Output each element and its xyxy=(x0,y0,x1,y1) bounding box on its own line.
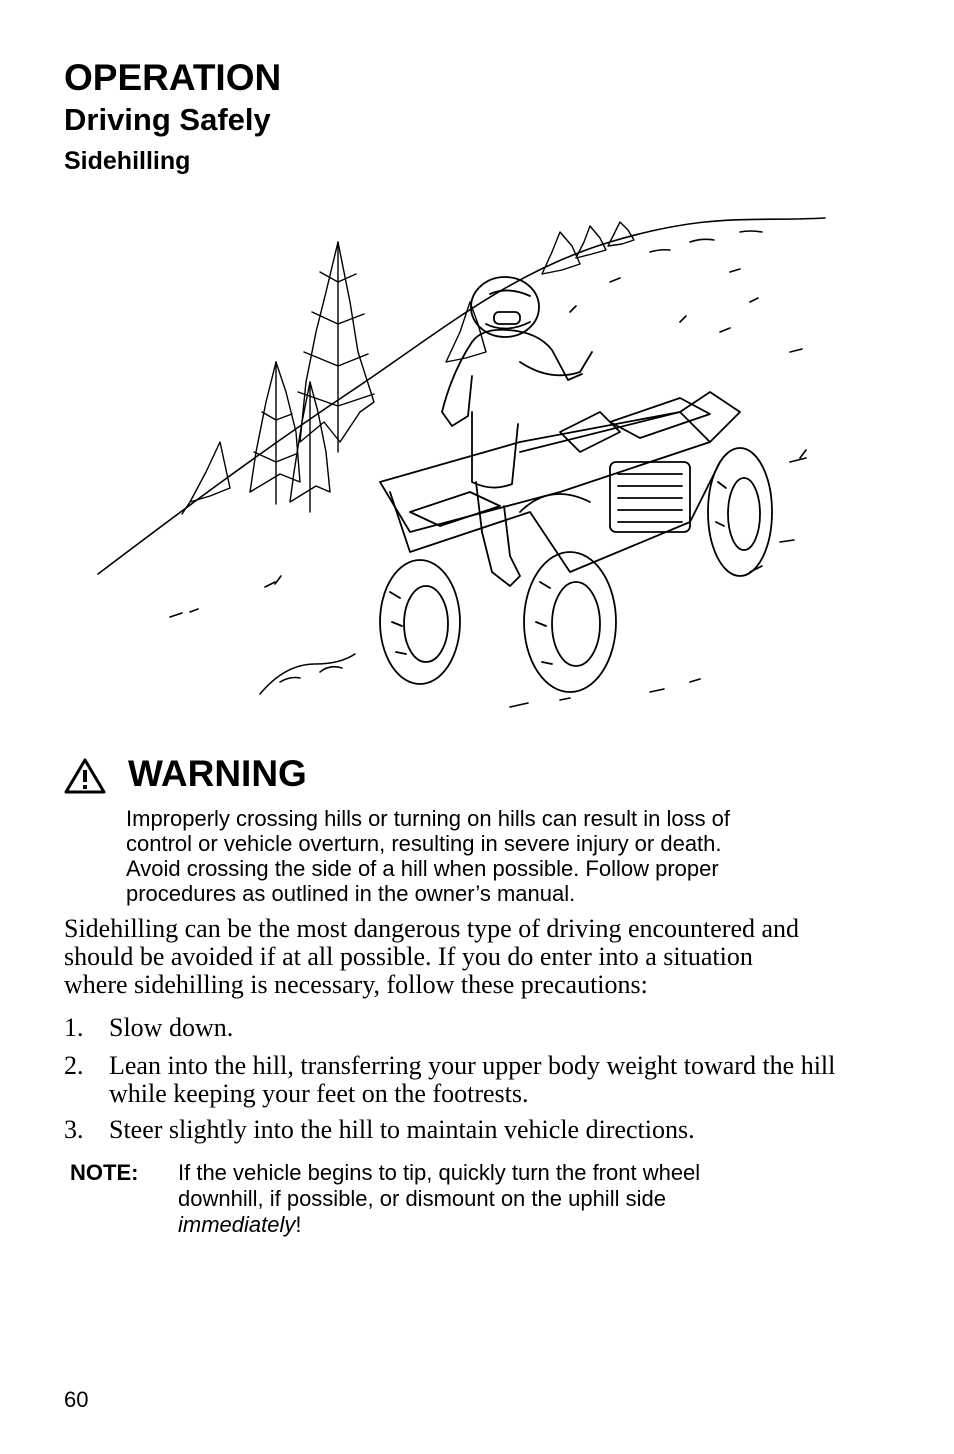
note-text xyxy=(178,1160,878,1238)
list-text: Slow down. xyxy=(109,1013,234,1042)
warning-triangle-icon xyxy=(64,758,106,794)
warning-text xyxy=(126,806,866,906)
note-line: If the vehicle begins to tip, quickly turn the front wheel xyxy=(178,1160,701,1185)
warning-line: procedures as outlined in the owner’s manual. xyxy=(126,881,576,906)
topic-title: Sidehilling xyxy=(64,147,191,175)
note-tail: ! xyxy=(295,1212,302,1237)
list-text: Steer slightly into the hill to maintain vehicle directions. xyxy=(109,1115,695,1144)
list-text: while keeping your feet on the footrests. xyxy=(109,1079,529,1108)
list-number: 3. xyxy=(64,1115,84,1144)
intro-paragraph xyxy=(64,915,894,999)
section-title: OPERATION xyxy=(64,57,282,98)
subsection-title: Driving Safely xyxy=(64,102,271,137)
list-number: 2. xyxy=(64,1051,84,1080)
warning-line: Improperly crossing hills or turning on hills can result in loss of xyxy=(126,806,731,831)
intro-line: Sidehilling can be the most dangerous type of driving encountered and xyxy=(64,914,800,943)
atv-sidehilling-illustration xyxy=(90,212,830,732)
warning-line: control or vehicle overturn, resulting in severe injury or death. xyxy=(126,831,722,856)
list-number: 1. xyxy=(64,1013,84,1042)
page-number: 60 xyxy=(64,1387,89,1412)
intro-line: should be avoided if at all possible. If you do enter into a situation xyxy=(64,942,753,971)
note-label: NOTE: xyxy=(70,1160,139,1185)
warning-line: Avoid crossing the side of a hill when possible. Follow proper xyxy=(126,856,719,881)
note-emphasis: immediately xyxy=(178,1212,296,1237)
note-line: downhill, if possible, or dismount on the uphill side xyxy=(178,1186,666,1211)
warning-title: WARNING xyxy=(128,753,307,794)
note-line xyxy=(178,1212,878,1238)
intro-line: where sidehilling is necessary, follow these precautions: xyxy=(64,970,648,999)
list-text: Lean into the hill, transferring your upper body weight toward the hill xyxy=(109,1051,836,1080)
